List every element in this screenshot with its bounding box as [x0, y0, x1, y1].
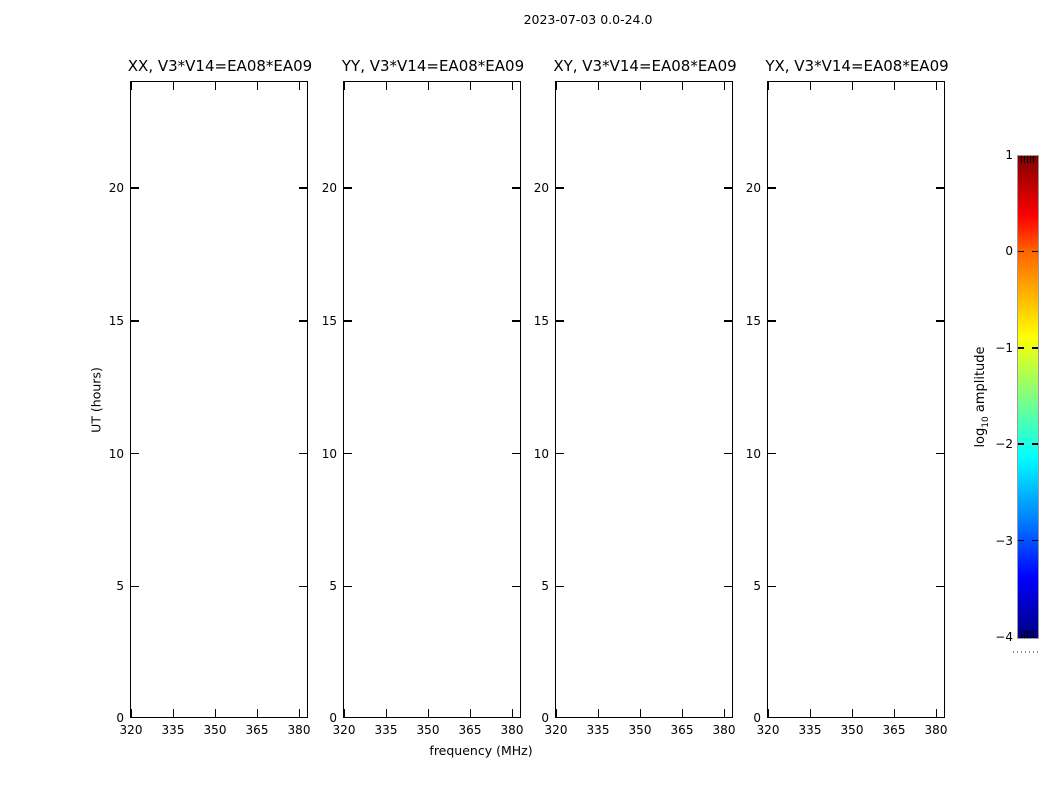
y-tick-label: 15 — [108, 313, 124, 328]
colorbar-tick — [1018, 347, 1024, 349]
panel-xy — [533, 57, 737, 737]
colorbar-top-hatch — [1021, 156, 1035, 163]
panel-title-yx: YX, V3*V14=EA08*EA09 — [765, 57, 949, 75]
y-tick — [556, 453, 564, 455]
colorbar-label-subscript: 10 — [980, 416, 991, 428]
x-tick — [299, 82, 301, 90]
y-tick — [344, 187, 352, 189]
x-tick — [173, 709, 175, 717]
y-tick — [936, 453, 944, 455]
x-tick — [768, 82, 770, 90]
y-tick-label: 20 — [533, 181, 549, 196]
y-tick — [936, 586, 944, 588]
x-tick-label: 350 — [840, 723, 864, 737]
x-tick — [131, 82, 133, 90]
y-tick-label: 5 — [753, 579, 761, 594]
colorbar-tick — [1018, 443, 1024, 445]
x-tick — [852, 709, 854, 717]
x-tick — [428, 82, 430, 90]
x-tick-label: 365 — [670, 723, 694, 737]
y-tick — [768, 187, 776, 189]
x-tick — [852, 82, 854, 90]
x-tick-label: 365 — [245, 723, 269, 737]
y-tick — [131, 453, 139, 455]
x-tick — [215, 709, 217, 717]
y-tick-label: 10 — [533, 446, 549, 461]
y-tick-label: 10 — [321, 446, 337, 461]
x-tick — [598, 709, 600, 717]
x-tick — [640, 82, 642, 90]
y-tick-label: 0 — [541, 710, 549, 725]
y-tick — [556, 320, 564, 322]
y-axis-label: UT (hours) — [88, 367, 104, 433]
y-tick-label: 15 — [321, 313, 337, 328]
x-tick — [386, 709, 388, 717]
x-tick-label: 380 — [287, 723, 311, 737]
x-tick — [512, 82, 514, 90]
x-tick-label: 320 — [119, 723, 143, 737]
x-tick-label: 320 — [544, 723, 568, 737]
x-tick — [344, 82, 346, 90]
colorbar-tick — [1032, 443, 1038, 445]
colorbar-tick-label: 1 — [1005, 148, 1013, 162]
colorbar-tick-label: −4 — [995, 630, 1013, 644]
x-tick — [470, 82, 472, 90]
x-tick-label: 380 — [924, 723, 948, 737]
x-tick-label: 335 — [798, 723, 822, 737]
y-tick — [768, 717, 776, 719]
colorbar-tick-label: 0 — [1005, 244, 1013, 259]
panel-title-xy: XY, V3*V14=EA08*EA09 — [553, 57, 737, 75]
y-tick — [344, 453, 352, 455]
x-tick-label: 380 — [500, 723, 524, 737]
y-tick — [768, 586, 776, 588]
colorbar-tick-label: −3 — [995, 533, 1013, 548]
colorbar-tick-label: −2 — [995, 437, 1013, 452]
colorbar — [1017, 155, 1039, 639]
y-tick-label: 10 — [745, 446, 761, 461]
panel-yx — [745, 57, 949, 737]
colorbar-label-suffix: amplitude — [973, 346, 989, 417]
y-tick — [768, 320, 776, 322]
y-tick — [936, 320, 944, 322]
x-tick-label: 365 — [882, 723, 906, 737]
y-tick — [556, 717, 564, 719]
panel-title-xx: XX, V3*V14=EA08*EA09 — [127, 57, 313, 75]
colorbar-bottom-hatch — [1021, 631, 1035, 638]
y-tick-label: 15 — [533, 313, 549, 328]
x-tick — [215, 82, 217, 90]
x-tick — [386, 82, 388, 90]
x-tick — [894, 82, 896, 90]
y-tick — [936, 717, 944, 719]
x-tick — [810, 82, 812, 90]
colorbar-label — [973, 346, 991, 447]
y-tick — [936, 187, 944, 189]
x-tick — [173, 82, 175, 90]
y-tick-label: 0 — [116, 710, 124, 725]
y-tick-label: 20 — [745, 181, 761, 196]
y-tick-label: 5 — [116, 579, 124, 594]
y-tick-label: 20 — [108, 181, 124, 196]
x-tick — [598, 82, 600, 90]
y-tick — [131, 187, 139, 189]
x-tick — [724, 82, 726, 90]
x-tick — [682, 709, 684, 717]
y-tick-label: 5 — [541, 579, 549, 594]
y-tick — [556, 187, 564, 189]
colorbar-tick — [1032, 347, 1038, 349]
y-tick — [131, 717, 139, 719]
x-axis-label: frequency (MHz) — [429, 743, 533, 758]
x-tick — [894, 709, 896, 717]
panel-title-yy: YY, V3*V14=EA08*EA09 — [341, 57, 525, 75]
y-tick-label: 0 — [329, 710, 337, 725]
x-tick — [470, 709, 472, 717]
x-tick — [936, 82, 938, 90]
panel-yy — [321, 57, 525, 737]
y-tick-label: 20 — [321, 181, 337, 196]
y-tick — [344, 586, 352, 588]
colorbar-tick — [1032, 251, 1038, 253]
y-tick — [344, 320, 352, 322]
x-tick-label: 350 — [203, 723, 227, 737]
figure-suptitle: 2023-07-03 0.0-24.0 — [523, 12, 653, 27]
colorbar-dotted-line — [1013, 651, 1041, 653]
y-tick-label: 15 — [745, 313, 761, 328]
x-tick-label: 320 — [332, 723, 356, 737]
y-tick — [131, 586, 139, 588]
x-tick-label: 380 — [712, 723, 736, 737]
colorbar-tick — [1018, 251, 1024, 253]
y-tick-label: 0 — [753, 710, 761, 725]
x-tick-label: 350 — [416, 723, 440, 737]
x-tick-label: 335 — [161, 723, 185, 737]
x-tick — [640, 709, 642, 717]
y-tick — [556, 586, 564, 588]
colorbar-tick — [1018, 540, 1024, 542]
x-tick — [810, 709, 812, 717]
colorbar-tick — [1032, 540, 1038, 542]
x-tick-label: 350 — [628, 723, 652, 737]
y-tick — [344, 717, 352, 719]
y-tick — [768, 453, 776, 455]
panel-xx — [108, 57, 313, 737]
x-tick — [428, 709, 430, 717]
y-tick-label: 5 — [329, 579, 337, 594]
x-tick-label: 335 — [374, 723, 398, 737]
x-tick — [682, 82, 684, 90]
y-tick-label: 10 — [108, 446, 124, 461]
x-tick — [257, 82, 259, 90]
x-tick-label: 365 — [458, 723, 482, 737]
y-tick — [131, 320, 139, 322]
x-tick — [257, 709, 259, 717]
x-tick — [556, 82, 558, 90]
colorbar-tick-label: −1 — [995, 340, 1013, 355]
colorbar-label-prefix: log — [973, 427, 989, 448]
x-tick-label: 320 — [756, 723, 780, 737]
x-tick-label: 335 — [586, 723, 610, 737]
